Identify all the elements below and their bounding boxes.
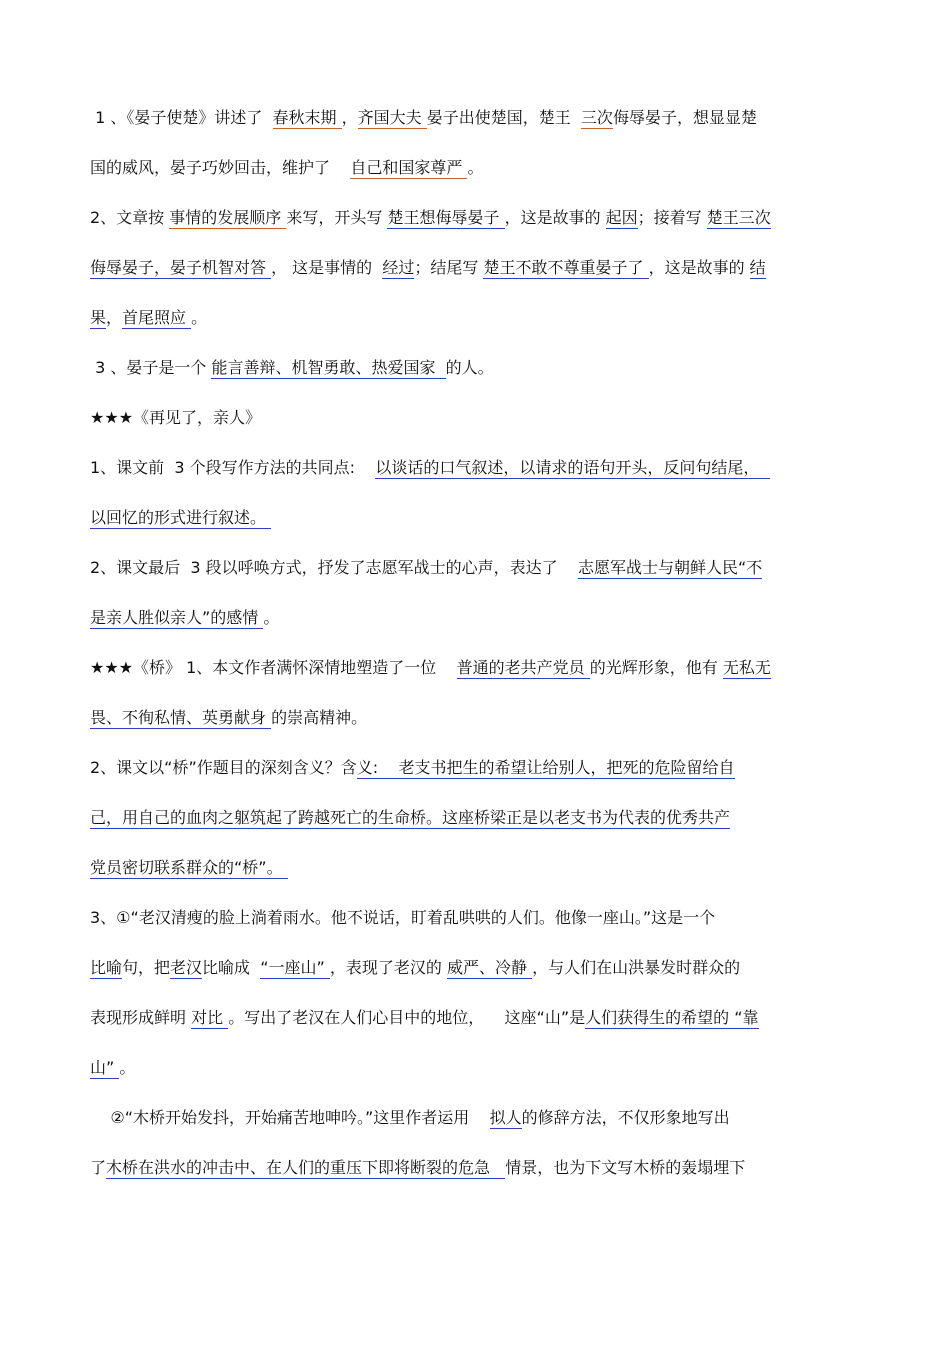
text-line [90, 807, 730, 829]
text-line [90, 957, 740, 979]
text-segment: 比喻成 [202, 958, 261, 977]
answer-underlined-blue: 能言善辩、机智勇敢、热爱国家 [211, 358, 446, 377]
answer-underlined-blue: “一座山” [260, 958, 330, 977]
answer-underlined-blue: 党员密切联系群众的“桥”。 [90, 858, 288, 877]
answer-underlined-blue: 果 [90, 308, 107, 327]
text-line [90, 207, 771, 229]
text-line [90, 1157, 745, 1179]
text-segment: 国的威风，晏子巧妙回击，维护了 [90, 158, 351, 177]
answer-underlined-blue: 以谈话的口气叙述，以请求的语句开头，反问句结尾， [375, 458, 770, 477]
text-segment: 的人。 [445, 358, 494, 377]
text-line [90, 457, 770, 479]
text-segment: 。 [263, 608, 280, 627]
answer-underlined-blue: 结 [749, 258, 766, 277]
text-segment: ，表现了老汉的 [329, 958, 447, 977]
text-segment: 1、课文前 3 个段写作方法的共同点: [90, 458, 376, 477]
text-line [90, 357, 494, 379]
text-segment: ，这是故事的 [504, 208, 606, 227]
text-line [90, 1107, 730, 1129]
text-line [90, 757, 735, 779]
text-segment: ★★★《桥》 1、本文作者满怀深情地塑造了一位 [90, 658, 457, 677]
text-segment: ， 这是事情的 [271, 258, 383, 277]
text-segment: 1 、《晏子使楚》讲述了 [90, 108, 273, 127]
answer-underlined-blue: 威严、冷静 [447, 958, 533, 977]
answer-underlined-blue: 对比 [191, 1008, 229, 1027]
answer-underlined-blue: 无私无 [722, 658, 771, 677]
answer-underlined-blue: 普通的老共产党员 [456, 658, 590, 677]
text-segment: ★★★《再见了，亲人》 [90, 408, 262, 427]
answer-underlined-blue: 志愿军战士与朝鲜人民“不 [577, 558, 763, 577]
answer-underlined-blue: 拟人 [489, 1108, 522, 1127]
answer-underlined-blue: 经过 [382, 258, 415, 277]
text-line [90, 1007, 759, 1029]
text-segment: 2、课文最后 3 段以呼唤方式，抒发了志愿军战士的心声，表达了 [90, 558, 578, 577]
answer-underlined-blue: 木桥在洪水的冲击中、在人们的重压下即将断裂的危急 [106, 1158, 506, 1177]
answer-underlined-orange: 事情的发展顺序 [169, 208, 287, 227]
text-segment: ；结尾写 [414, 258, 484, 277]
answer-underlined-blue: 是亲人胜似亲人”的感情 [90, 608, 264, 627]
text-segment: ， [106, 308, 123, 327]
text-line [90, 1057, 135, 1079]
text-segment: 。 [191, 308, 208, 327]
text-segment: 。写出了老汉在人们心目中的地位， 这座“山”是 [228, 1008, 586, 1027]
text-segment: 的修辞方法，不仅形象地写出 [521, 1108, 730, 1127]
text-segment: 来写，开头写 [286, 208, 388, 227]
answer-underlined-orange: 齐国大夫 [357, 108, 427, 127]
answer-underlined-orange: 春秋末期 [272, 108, 342, 127]
answer-underlined-blue: 首尾照应 [122, 308, 192, 327]
text-line [90, 157, 483, 179]
text-line [90, 307, 207, 329]
text-line [90, 607, 279, 629]
text-segment: 2、课文以“桥”作题目的深刻含义？含 [90, 758, 357, 777]
answer-underlined-blue: 楚王三次 [706, 208, 771, 227]
answer-underlined-blue: 比喻 [90, 958, 123, 977]
text-line [90, 657, 771, 679]
answer-underlined-blue: 楚王想侮辱晏子 [387, 208, 505, 227]
text-segment: 表现形成鲜明 [90, 1008, 192, 1027]
text-segment: 3 、晏子是一个 [90, 358, 212, 377]
text-segment: 晏子出使楚国，楚王 [426, 108, 581, 127]
answer-underlined-blue: 山” [90, 1058, 120, 1077]
text-segment: ，与人们在山洪暴发时群众的 [532, 958, 741, 977]
answer-underlined-blue: 畏、不徇私情、英勇献身 [90, 708, 272, 727]
answer-underlined-blue: 起因 [605, 208, 638, 227]
text-segment: 的光辉形象，他有 [589, 658, 723, 677]
text-line [90, 707, 367, 729]
text-segment: 情景，也为下文写木桥的轰塌埋下 [505, 1158, 746, 1177]
text-line [90, 107, 757, 129]
text-segment: 的崇高精神。 [271, 708, 368, 727]
text-segment: 了 [90, 1158, 107, 1177]
answer-underlined-blue: 老汉 [170, 958, 203, 977]
answer-underlined-blue: 以回忆的形式进行叙述。 [90, 508, 272, 527]
text-segment: ， [341, 108, 358, 127]
text-line [90, 407, 261, 429]
text-segment: ②“木桥开始发抖，开始痛苦地呻吟。”这里作者运用 [90, 1108, 490, 1127]
answer-underlined-blue: 楚王不敢不尊重晏子了 [483, 258, 649, 277]
answer-underlined-blue: 己，用自己的血肉之躯筑起了跨越死亡的生命桥。这座桥梁正是以老支书为代表的优秀共产 [90, 808, 731, 827]
text-segment: 3、①“老汉清瘦的脸上淌着雨水。他不说话，盯着乱哄哄的人们。他像一座山。”这是一个 [90, 908, 716, 927]
answer-underlined-blue: 义: 老支书把生的希望让给别人，把死的危险留给自 [356, 758, 735, 777]
answer-underlined-blue: 人们获得生的希望的 “靠 [585, 1008, 759, 1027]
text-segment: 。 [119, 1058, 136, 1077]
text-segment: 。 [467, 158, 484, 177]
text-segment: ，这是故事的 [648, 258, 750, 277]
text-segment: 2、文章按 [90, 208, 170, 227]
text-line [90, 557, 762, 579]
text-line [90, 507, 271, 529]
text-line [90, 907, 715, 929]
text-line [90, 857, 288, 879]
text-segment: ；接着写 [637, 208, 707, 227]
answer-underlined-orange: 三次 [580, 108, 613, 127]
answer-underlined-orange: 自己和国家尊严 [350, 158, 468, 177]
text-segment: 句，把 [122, 958, 171, 977]
text-segment: 侮辱晏子，想显显楚 [612, 108, 757, 127]
answer-underlined-blue: 侮辱晏子，晏子机智对答 [90, 258, 272, 277]
text-line [90, 257, 766, 279]
